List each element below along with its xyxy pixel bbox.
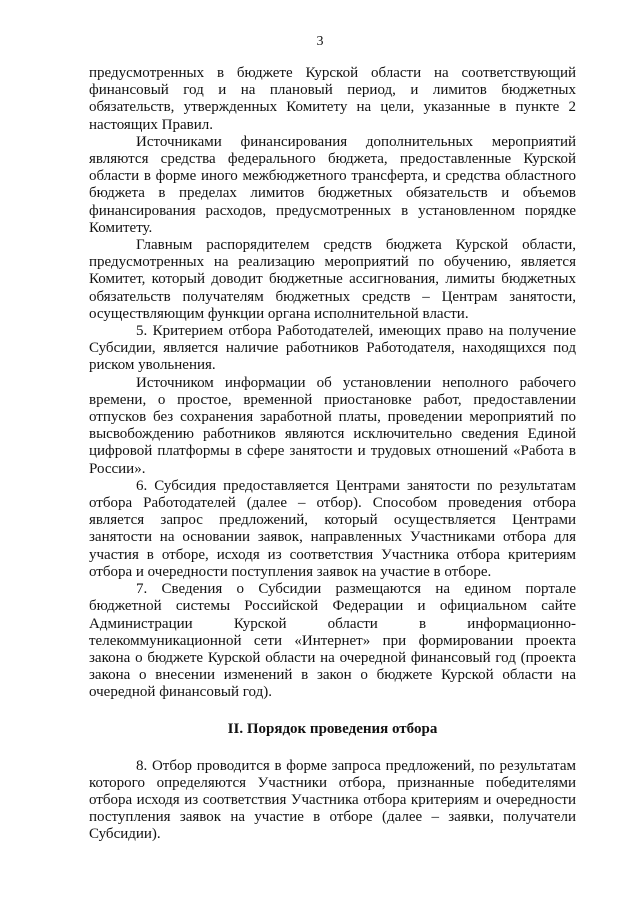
paragraph-main-manager: Главным распорядителем средств бюджета Курской области, предусмотренных на реализацию мероприятий по обучению, является Комитет, который доводит бюджетные ассигнования, лимиты бюджетных обязательств получателям бюджетных средств – Центрам занятости, осуществляющим функции органа исполнительной власти. <box>89 237 576 322</box>
document-body <box>89 65 576 844</box>
paragraph-item-6: 6. Субсидия предоставляется Центрами занятости по результатам отбора Работодателей (далее – отбор). Способом проведения отбора является запрос предложений, который осуществляется Центрами занятости на основании заявок, направленных Участниками отбора для участия в отборе, исходя из соответствия Участника отбора критериям отбора и очередности поступления заявок на участие в отборе. <box>89 477 576 580</box>
paragraph-continuation: предусмотренных в бюджете Курской области на соответствующий финансовый год и на плановый период, и лимитов бюджетных обязательств, утвержденных Комитету на цели, указанные в пункте 2 настоящих Правил. <box>89 65 576 133</box>
paragraph-info-source: Источником информации об установлении неполного рабочего времени, о простое, временной приостановке работ, предоставлении отпусков без сохранения заработной платы, проведении мероприятий по высвобождению работников являются исключительно сведения Единой цифровой платформы в сфере занятости и трудовых отношений «Работа в России». <box>89 374 576 477</box>
paragraph-funding-sources: Источниками финансирования дополнительных мероприятий являются средства федерального бюджета, предоставленные Курской области в форме иного межбюджетного трансферта, и средства областного бюджета в пределах лимитов бюджетных обязательств и объемов финансирования расходов, предусмотренных в установленном порядке Комитету. <box>89 133 576 236</box>
paragraph-item-8: 8. Отбор проводится в форме запроса предложений, по результатам которого определяются Участники отбора, признанные победителями отбора исходя из соответствия Участника отбора критериям и очередности поступления заявок на участие в отборе (далее – заявки, получатели Субсидии). <box>89 757 576 843</box>
page-number: 3 <box>316 34 324 49</box>
paragraph-item-7: 7. Сведения о Субсидии размещаются на едином портале бюджетной системы Российской Федерации и официальном сайте Администрации Курской области в информационно-телекоммуникационной сети «Интернет» при формировании проекта закона о бюджете Курской области на очередной финансовый год (проекта закона о внесении изменений в закон о бюджете Курской области на очередной финансовый год). <box>89 581 576 701</box>
paragraph-item-5: 5. Критерием отбора Работодателей, имеющих право на получение Субсидии, является наличие работников Работодателя, находящихся под риском увольнения. <box>89 323 576 374</box>
section-heading: II. Порядок проведения отбора <box>227 720 438 737</box>
